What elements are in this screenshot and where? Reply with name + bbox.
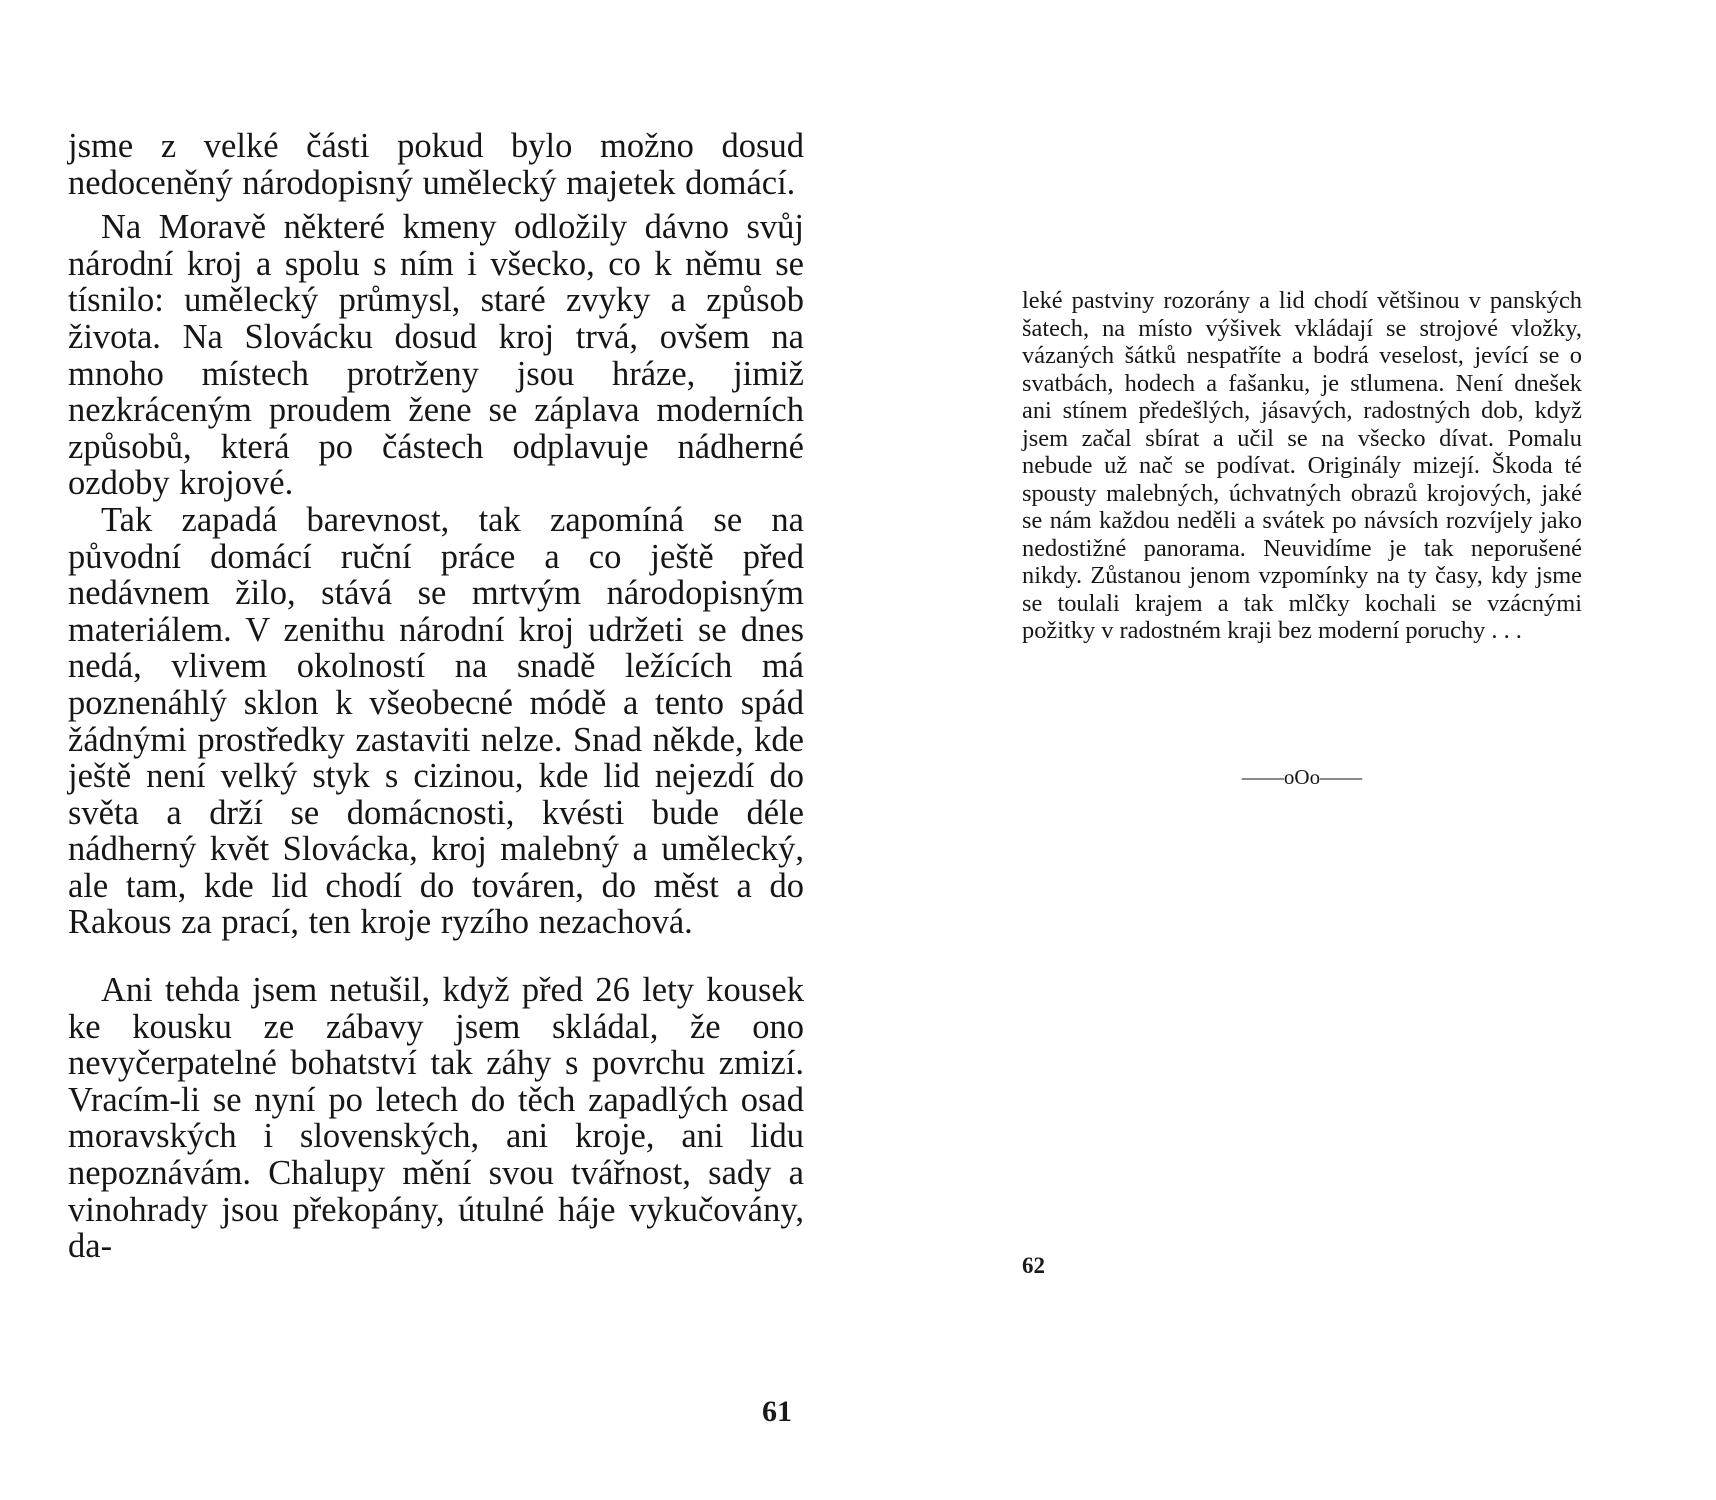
left-paragraph-3: Tak zapadá barevnost, tak zapomíná se na původní domácí ruční práce a co ještě před nedávnem žilo, stává se mrtvým národopisným materiálem. V zenithu národní kroj udržeti se dnes nedá, vlivem okolností na snadě ležících má poznenáhlý sklon k všeobecné módě a tento spád žádnými prostředky zastaviti nelze. Snad někde, kde ještě není velký styk s cizinou, kde lid nejezdí do světa a drží se domácnosti, kvésti bude déle nádherný květ Slovácka, kroj malebný a umělecký, ale tam, kde lid chodí do továren, do měst a do Rakous za prací, ten kroje ryzího nezachová. [68,500,804,942]
left-page-number: 61 [762,1395,792,1428]
right-paragraph: leké pastviny rozorány a lid chodí většinou v panských šatech, na místo výšivek vkládají se strojové vložky, vázaných šátků nespatříte a bodrá veselost, jevící se o svatbách, hodech a fašanku, je stlumena. Není dnešek ani stínem předešlých, jásavých, radostných dob, když jsem začal sbírat a učil se na všecko dívat. Pomalu nebude už nač se podívat. Originály mizejí. Škoda té spousty malebných, úchvatných obrazů krojových, jaké se nám každou neděli a svátek po návsích rozvíjely jako nedostižné panorama. Neuvidíme je tak neporušené nikdy. Zůstanou jenom vzpomínky na ty časy, kdy jsme se toulali krajem a tak mlčky kochali se vzácnými požitky v radostném kraji bez moderní poruchy . . . [1022,287,1582,644]
section-ornament: ——oOo—— [1241,765,1363,789]
right-page [1022,287,1582,1287]
left-page [68,128,804,1468]
left-paragraph-1: jsme z velké části pokud bylo možno dosud nedoceněný národopisný umělecký majetek domácí. [68,127,804,202]
right-page-number: 62 [1022,1253,1045,1278]
left-paragraph-4: Ani tehda jsem netušil, když před 26 lety kousek ke kousku ze zábavy jsem skládal, že ono nevyčerpatelné bohatství tak záhy s povrchu zmizí. Vracím-li se nyní po letech do těch zapadlých osad moravských i slovenských, ani kroje, ani lidu nepoznávám. Chalupy mění svou tvářnost, sady a vinohrady jsou překopány, útulné háje vykučovány, da- [68,971,804,1266]
left-paragraph-2: Na Moravě některé kmeny odložily dávno svůj národní kroj a spolu s ním i všecko, co k němu se tísnilo: umělecký průmysl, staré zvyky a způsob života. Na Slovácku dosud kroj trvá, ovšem na mnoho místech protrženy jsou hráze, jimiž nezkráceným proudem žene se záplava moderních způsobů, která po částech odplavuje nádherné ozdoby krojové. [68,208,804,503]
